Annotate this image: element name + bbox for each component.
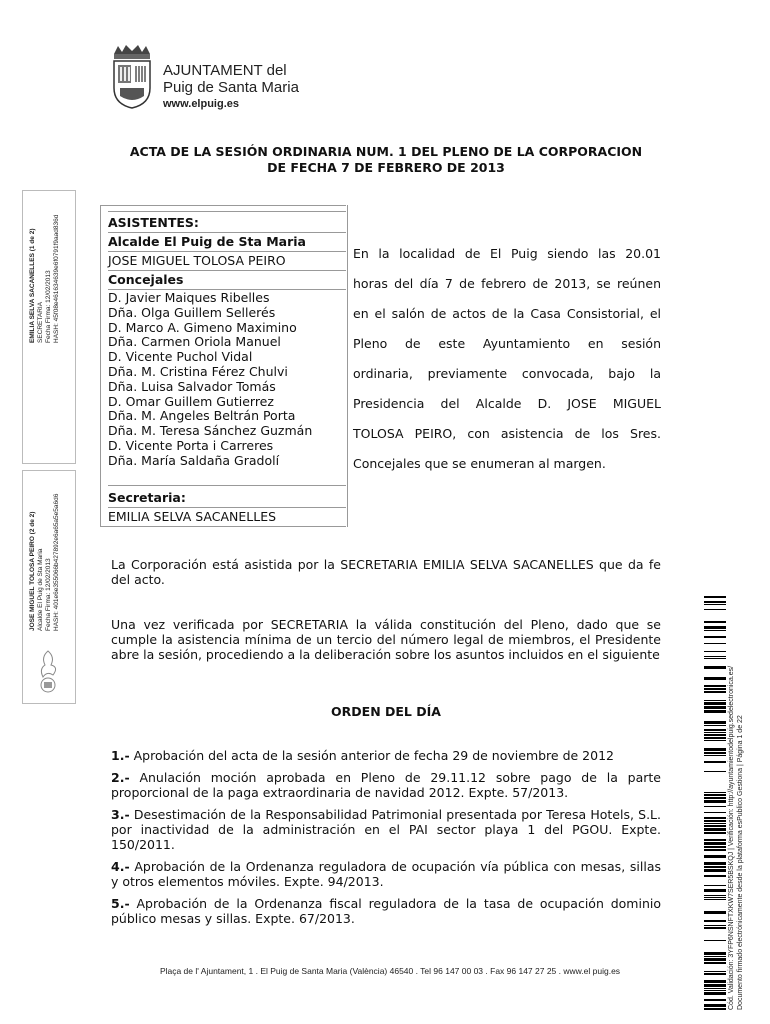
table-rule xyxy=(108,211,346,212)
agenda-item-text: Desestimación de la Responsabilidad Patrimonial presentada por Teresa Hotels, S.L. por inactividad de la administración en el PAI sector playa 1 del PGOU. Expte. 150/2011. xyxy=(111,807,661,852)
table-rule xyxy=(108,270,346,271)
barcode-bar xyxy=(704,596,726,598)
barcode-bar xyxy=(704,700,726,701)
signature-text xyxy=(29,215,61,343)
barcode-bar xyxy=(704,691,726,693)
agenda-item-text: Aprobación del acta de la sesión anterior de fecha 29 de noviembre de 2012 xyxy=(129,748,614,763)
barcode-bar xyxy=(704,688,726,690)
agenda-item xyxy=(111,896,661,926)
barcode-bar xyxy=(704,984,726,987)
session-intro xyxy=(353,246,661,486)
barcode-bar xyxy=(704,897,726,898)
barcode-bar xyxy=(704,643,726,644)
table-rule xyxy=(108,232,346,233)
councillors-list xyxy=(108,291,312,469)
barcode-bar xyxy=(704,636,726,638)
councillor-name: Dña. María Saldaña Gradolí xyxy=(108,452,280,468)
barcode-bar xyxy=(704,748,726,751)
barcode-bar xyxy=(704,725,726,726)
agenda-item-number: 4.- xyxy=(111,859,130,874)
councillor-name: Dña. Olga Guillem Sellerés xyxy=(108,304,276,320)
barcode-bar xyxy=(704,752,726,754)
intro-line: TOLOSA PEIRO, con asistencia de los Sres. xyxy=(353,426,661,441)
barcode-bar xyxy=(704,734,726,736)
barcode-bar xyxy=(704,1008,726,1010)
barcode-bar xyxy=(704,962,726,964)
councillor-name: Dña. M. Angeles Beltrán Porta xyxy=(108,408,296,424)
paragraph-quorum: Una vez verificada por SECRETARIA la válida constitución del Pleno, dado que se cumple la asistencia mínima de un tercio del número legal de miembros, el Presidente abre la sesión, procediendo a la deliberación sobre los asuntos incluidos en el siguiente xyxy=(111,617,661,662)
barcode-bar xyxy=(704,609,726,610)
barcode-bar xyxy=(704,899,726,900)
barcode-bar xyxy=(704,666,726,669)
barcode-bar xyxy=(704,626,726,629)
signature-hash: HASH: 401e6e355066b427892e6a65a5e5a6d6 xyxy=(53,493,60,631)
barcode-bar xyxy=(704,800,726,803)
barcode-bar xyxy=(704,862,726,865)
barcode-bar xyxy=(704,956,726,957)
barcode-bar xyxy=(704,721,726,724)
barcode-bar xyxy=(704,832,726,834)
intro-line: Presidencia del Alcalde D. JOSE MIGUEL xyxy=(353,396,661,411)
title-line1: ACTA DE LA SESIÓN ORDINARIA NUM. 1 DEL PLENO DE LA CORPORACION xyxy=(129,144,643,159)
agenda-item xyxy=(111,807,661,852)
mayor-name: JOSE MIGUEL TOLOSA PEIRO xyxy=(108,253,286,268)
validation-text xyxy=(727,590,745,1010)
councillor-name: Dña. M. Cristina Férez Chulvi xyxy=(108,363,288,379)
councillor-name: D. Omar Guillem Gutierrez xyxy=(108,393,274,409)
barcode-bar xyxy=(704,656,726,657)
barcode-bar xyxy=(704,651,726,652)
secretary-name: EMILIA SELVA SACANELLES xyxy=(108,509,277,524)
barcode-bar xyxy=(704,706,726,709)
barcode-bar xyxy=(704,761,726,763)
barcode-bar xyxy=(704,710,726,713)
barcode-bar xyxy=(704,911,726,914)
barcode-bar xyxy=(704,755,726,756)
intro-line: horas del día 7 de febrero de 2013, se reúnen xyxy=(353,276,661,291)
agenda-item xyxy=(111,859,661,889)
barcode-bar xyxy=(704,990,726,991)
intro-line: En la localidad de El Puig siendo las 20.01 xyxy=(353,246,661,261)
barcode-bar xyxy=(704,685,726,687)
intro-line: en el salón de actos de la Casa Consistorial, el xyxy=(353,306,661,321)
barcode-bar xyxy=(704,828,726,831)
signer-name: EMILIA SELVA SACANELLES (1 de 2) xyxy=(29,228,36,343)
councillor-name: D. Vicente Puchol Vidal xyxy=(108,349,253,365)
councillor-name: D. Javier Maiques Ribelles xyxy=(108,290,270,305)
barcode-bar xyxy=(704,973,726,975)
barcode-bar xyxy=(704,792,726,793)
signature-date: Fecha Firma: 12/02/2013 xyxy=(45,558,52,631)
agenda-item-number: 2.- xyxy=(111,770,130,785)
barcode-bar xyxy=(704,999,726,1001)
barcode-bar xyxy=(704,820,726,822)
signature-panel xyxy=(22,470,76,704)
barcode-bar xyxy=(704,817,726,819)
barcode-bar xyxy=(704,988,726,989)
agenda-item xyxy=(111,770,661,800)
table-rule xyxy=(108,507,346,508)
barcode-bar xyxy=(704,866,726,868)
org-website: www.elpuig.es xyxy=(163,98,239,110)
barcode-bar xyxy=(704,621,726,623)
agenda-item xyxy=(111,748,661,763)
page-footer: Plaça de l' Ajuntament, 1 . El Puig de Santa Maria (València) 46540 . Tel 96 147 00 03 . Fax 96 147 27 25 . www.el puig.es xyxy=(159,966,621,976)
signer-role: Alcalde El Puig de Sta Maria xyxy=(37,548,44,631)
barcode-bar xyxy=(704,702,726,705)
agenda-item-number: 3.- xyxy=(111,807,130,822)
agenda-heading: ORDEN DEL DÍA xyxy=(331,704,441,719)
councillor-name: Dña. M. Teresa Sánchez Guzmán xyxy=(108,423,313,439)
signature-panel xyxy=(22,190,76,464)
barcode-bar xyxy=(704,601,726,603)
agenda-item-text: Anulación moción aprobada en Pleno de 29.11.12 sobre pago de la parte proporcional de la paga extraordinaria de navidad 2012. Expte. 57/2013. xyxy=(111,770,661,800)
barcode-bar xyxy=(704,971,726,972)
intro-line: ordinaria, previamente convocada, bajo la xyxy=(353,366,661,381)
barcode-bar xyxy=(704,846,726,848)
agenda-item-text: Aprobación de la Ordenanza fiscal reguladora de la tasa de ocupación dominio público mesas y sillas. Expte. 67/2013. xyxy=(111,896,661,926)
signature-text xyxy=(29,494,61,631)
barcode-bar xyxy=(704,737,726,739)
mayor-heading: Alcalde El Puig de Sta Maria xyxy=(108,234,306,249)
barcode-bar xyxy=(704,940,726,941)
councillor-name: D. Vicente Porta i Carreres xyxy=(108,437,274,453)
councillor-name: D. Marco A. Gimeno Maximino xyxy=(108,319,297,335)
agenda-item-number: 5.- xyxy=(111,896,130,911)
barcode-bar xyxy=(704,794,726,796)
intro-line: Pleno de este Ayuntamiento en sesión xyxy=(353,336,661,351)
org-name-line2: Puig de Santa Maria xyxy=(163,79,299,96)
barcode-bar xyxy=(704,732,726,733)
validation-platform: Documento firmado electrónicamente desde la plataforma esPublico Gestiona | Página 1 de 22 xyxy=(737,715,744,1010)
barcode-bar xyxy=(704,825,726,827)
signature-date: Fecha Firma: 12/02/2013 xyxy=(45,270,52,343)
secretary-heading: Secretaria: xyxy=(108,490,186,505)
barcode-bar xyxy=(704,920,726,922)
councillor-name: Dña. Carmen Oriola Manuel xyxy=(108,334,281,350)
paragraph-secretary-attendance: La Corporación está asistida por la SECRETARIA EMILIA SELVA SACANELLES que da fe del acto. xyxy=(111,557,661,587)
barcode-bar xyxy=(704,658,726,659)
barcode-bar xyxy=(704,806,726,807)
agenda-item-number: 1.- xyxy=(111,748,130,763)
barcode-bar xyxy=(704,1004,726,1007)
table-rule xyxy=(108,485,346,486)
agenda-item-text: Aprobación de la Ordenanza reguladora de ocupación vía pública con mesas, sillas y otros elementos móviles. Expte. 94/2013. xyxy=(111,859,661,889)
barcode-bar xyxy=(704,823,726,824)
barcode-bar xyxy=(704,740,726,741)
title-line2: DE FECHA 7 DE FEBRERO DE 2013 xyxy=(267,160,505,175)
barcode-bar xyxy=(704,958,726,961)
barcode-bar xyxy=(704,630,726,631)
barcode-bar xyxy=(704,677,726,680)
barcode-bar xyxy=(704,885,726,886)
attendees-heading: ASISTENTES: xyxy=(108,215,199,230)
barcode-bar xyxy=(704,927,726,929)
table-rule xyxy=(108,251,346,252)
councillors-heading: Concejales xyxy=(108,272,184,287)
barcode-bar xyxy=(704,980,726,983)
table-rule xyxy=(100,205,346,206)
municipal-crest-icon xyxy=(110,44,154,110)
barcode-bar xyxy=(704,875,726,877)
barcode-bar xyxy=(704,925,726,926)
signer-role: SECRETARIA xyxy=(37,301,44,343)
councillor-name: Dña. Luisa Salvador Tomás xyxy=(108,378,276,394)
barcode-bar xyxy=(704,855,726,858)
barcode-bar xyxy=(704,812,726,813)
barcode-bar xyxy=(704,729,726,731)
barcode-bar xyxy=(704,771,726,772)
signer-name: JOSE MIGUEL TOLOSA PEIRO (2 de 2) xyxy=(29,511,36,631)
barcode-bar xyxy=(704,604,726,605)
table-rule xyxy=(100,526,346,527)
barcode-bar xyxy=(704,842,726,845)
signature-hash: HASH: 45f08e461634639e6f0791f9aad836d xyxy=(53,214,60,343)
org-name-line1: AJUNTAMENT del xyxy=(163,62,287,79)
validation-barcode-icon xyxy=(704,596,726,1010)
barcode-bar xyxy=(704,889,726,892)
intro-line: Concejales que se enumeran al margen. xyxy=(353,456,606,471)
barcode-bar xyxy=(704,952,726,955)
barcode-bar xyxy=(704,797,726,799)
barcode-bar xyxy=(704,869,726,872)
barcode-bar xyxy=(704,992,726,995)
barcode-bar xyxy=(704,839,726,841)
barcode-bar xyxy=(704,849,726,851)
barcode-bar xyxy=(704,895,726,896)
organization-logo-text xyxy=(163,62,299,112)
document-title xyxy=(100,144,672,176)
seal-icon xyxy=(33,647,63,695)
validation-code: Cód. Validación: 3YFP6NSNFTXKW7SER5BSKQJ | Verificación: http://ayuntamientodelpuig.sedelectronica.es/ xyxy=(728,665,735,1010)
